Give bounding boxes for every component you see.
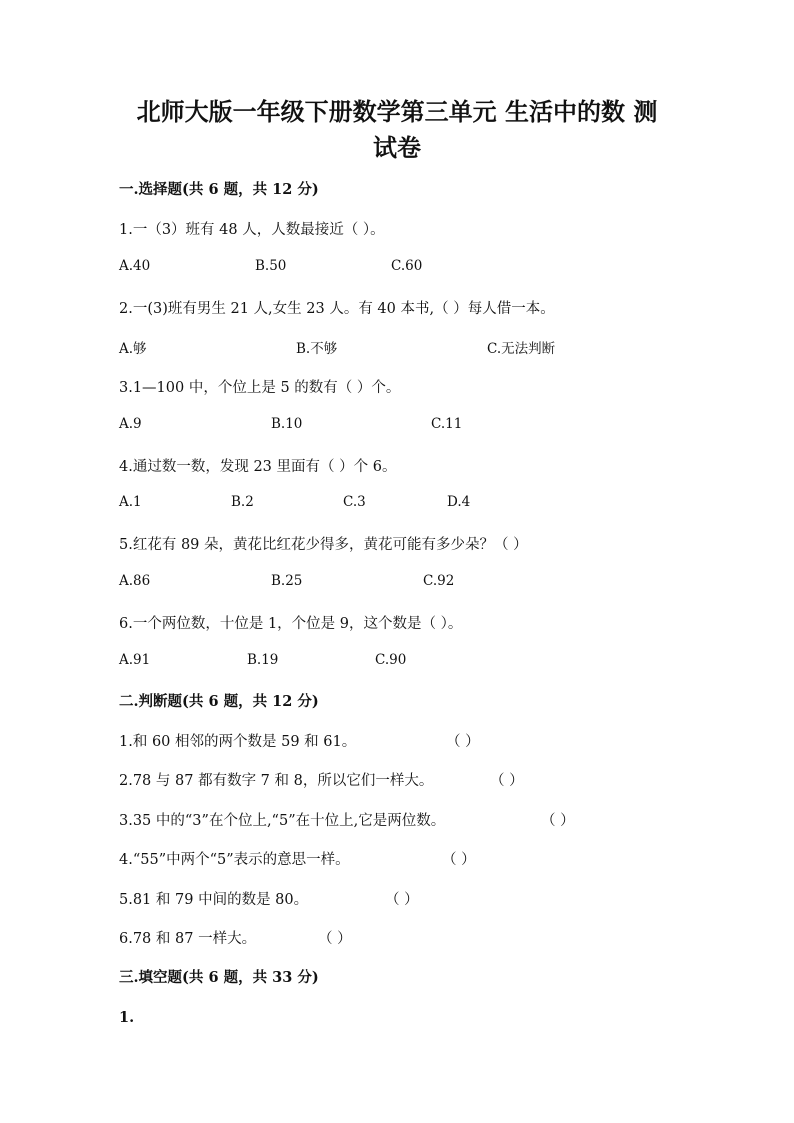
judgement-item: 5.81 和 79 中间的数是 80。 xyxy=(119,892,309,908)
answer-blank: （ ） xyxy=(541,813,575,829)
option: A.91 xyxy=(119,652,151,668)
answer-blank: （ ） xyxy=(490,773,524,789)
answer-blank: （ ） xyxy=(446,734,480,750)
section-heading-fill: 三.填空题(共 6 题，共 33 分) xyxy=(119,969,319,986)
option: B.19 xyxy=(247,652,279,668)
option: B.不够 xyxy=(296,341,338,357)
option: A.9 xyxy=(119,416,142,432)
option: A.1 xyxy=(119,494,142,510)
option: D.4 xyxy=(447,494,471,510)
answer-blank: （ ） xyxy=(385,892,419,908)
option: B.2 xyxy=(231,494,254,510)
title-line-2: 试卷 xyxy=(373,133,421,162)
answer-blank: （ ） xyxy=(442,852,476,868)
option: A.够 xyxy=(119,341,147,357)
question-text: 4.通过数一数，发现 23 里面有（ ）个 6。 xyxy=(119,459,397,475)
judgement-item: 2.78 与 87 都有数字 7 和 8，所以它们一样大。 xyxy=(119,773,434,789)
judgement-item: 3.35 中的“3”在个位上,“5”在十位上,它是两位数。 xyxy=(119,813,446,829)
question-text: 3.1—100 中，个位上是 5 的数有（ ）个。 xyxy=(119,380,401,396)
judgement-item: 4.“55”中两个“5”表示的意思一样。 xyxy=(119,852,350,868)
option: B.10 xyxy=(271,416,303,432)
option: C.92 xyxy=(423,573,455,589)
option: C.90 xyxy=(375,652,407,668)
question-text: 2.一(3)班有男生 21 人,女生 23 人。有 40 本书,（ ）每人借一本。 xyxy=(119,301,555,317)
option: A.40 xyxy=(119,258,151,274)
option: A.86 xyxy=(119,573,151,589)
option: C.无法判断 xyxy=(487,341,556,357)
question-text: 1.一（3）班有 48 人，人数最接近（ ）。 xyxy=(119,222,385,238)
option: C.3 xyxy=(343,494,366,510)
section-heading-choice: 一.选择题(共 6 题，共 12 分) xyxy=(119,181,319,198)
page-title xyxy=(100,94,694,166)
question-text: 6.一个两位数，十位是 1，个位是 9，这个数是（ ）。 xyxy=(119,616,463,632)
fill-item-number: 1. xyxy=(119,1009,135,1026)
question-text: 5.红花有 89 朵，黄花比红花少得多，黄花可能有多少朵？（ ） xyxy=(119,537,528,553)
answer-blank: （ ） xyxy=(318,931,352,947)
section-heading-judgement: 二.判断题(共 6 题，共 12 分) xyxy=(119,693,319,710)
judgement-item: 6.78 和 87 一样大。 xyxy=(119,931,257,947)
judgement-item: 1.和 60 相邻的两个数是 59 和 61。 xyxy=(119,734,357,750)
option: B.50 xyxy=(255,258,287,274)
option: B.25 xyxy=(271,573,303,589)
option: C.60 xyxy=(391,258,423,274)
title-line-1: 北师大版一年级下册数学第三单元 生活中的数 测 xyxy=(136,97,658,126)
option: C.11 xyxy=(431,416,463,432)
